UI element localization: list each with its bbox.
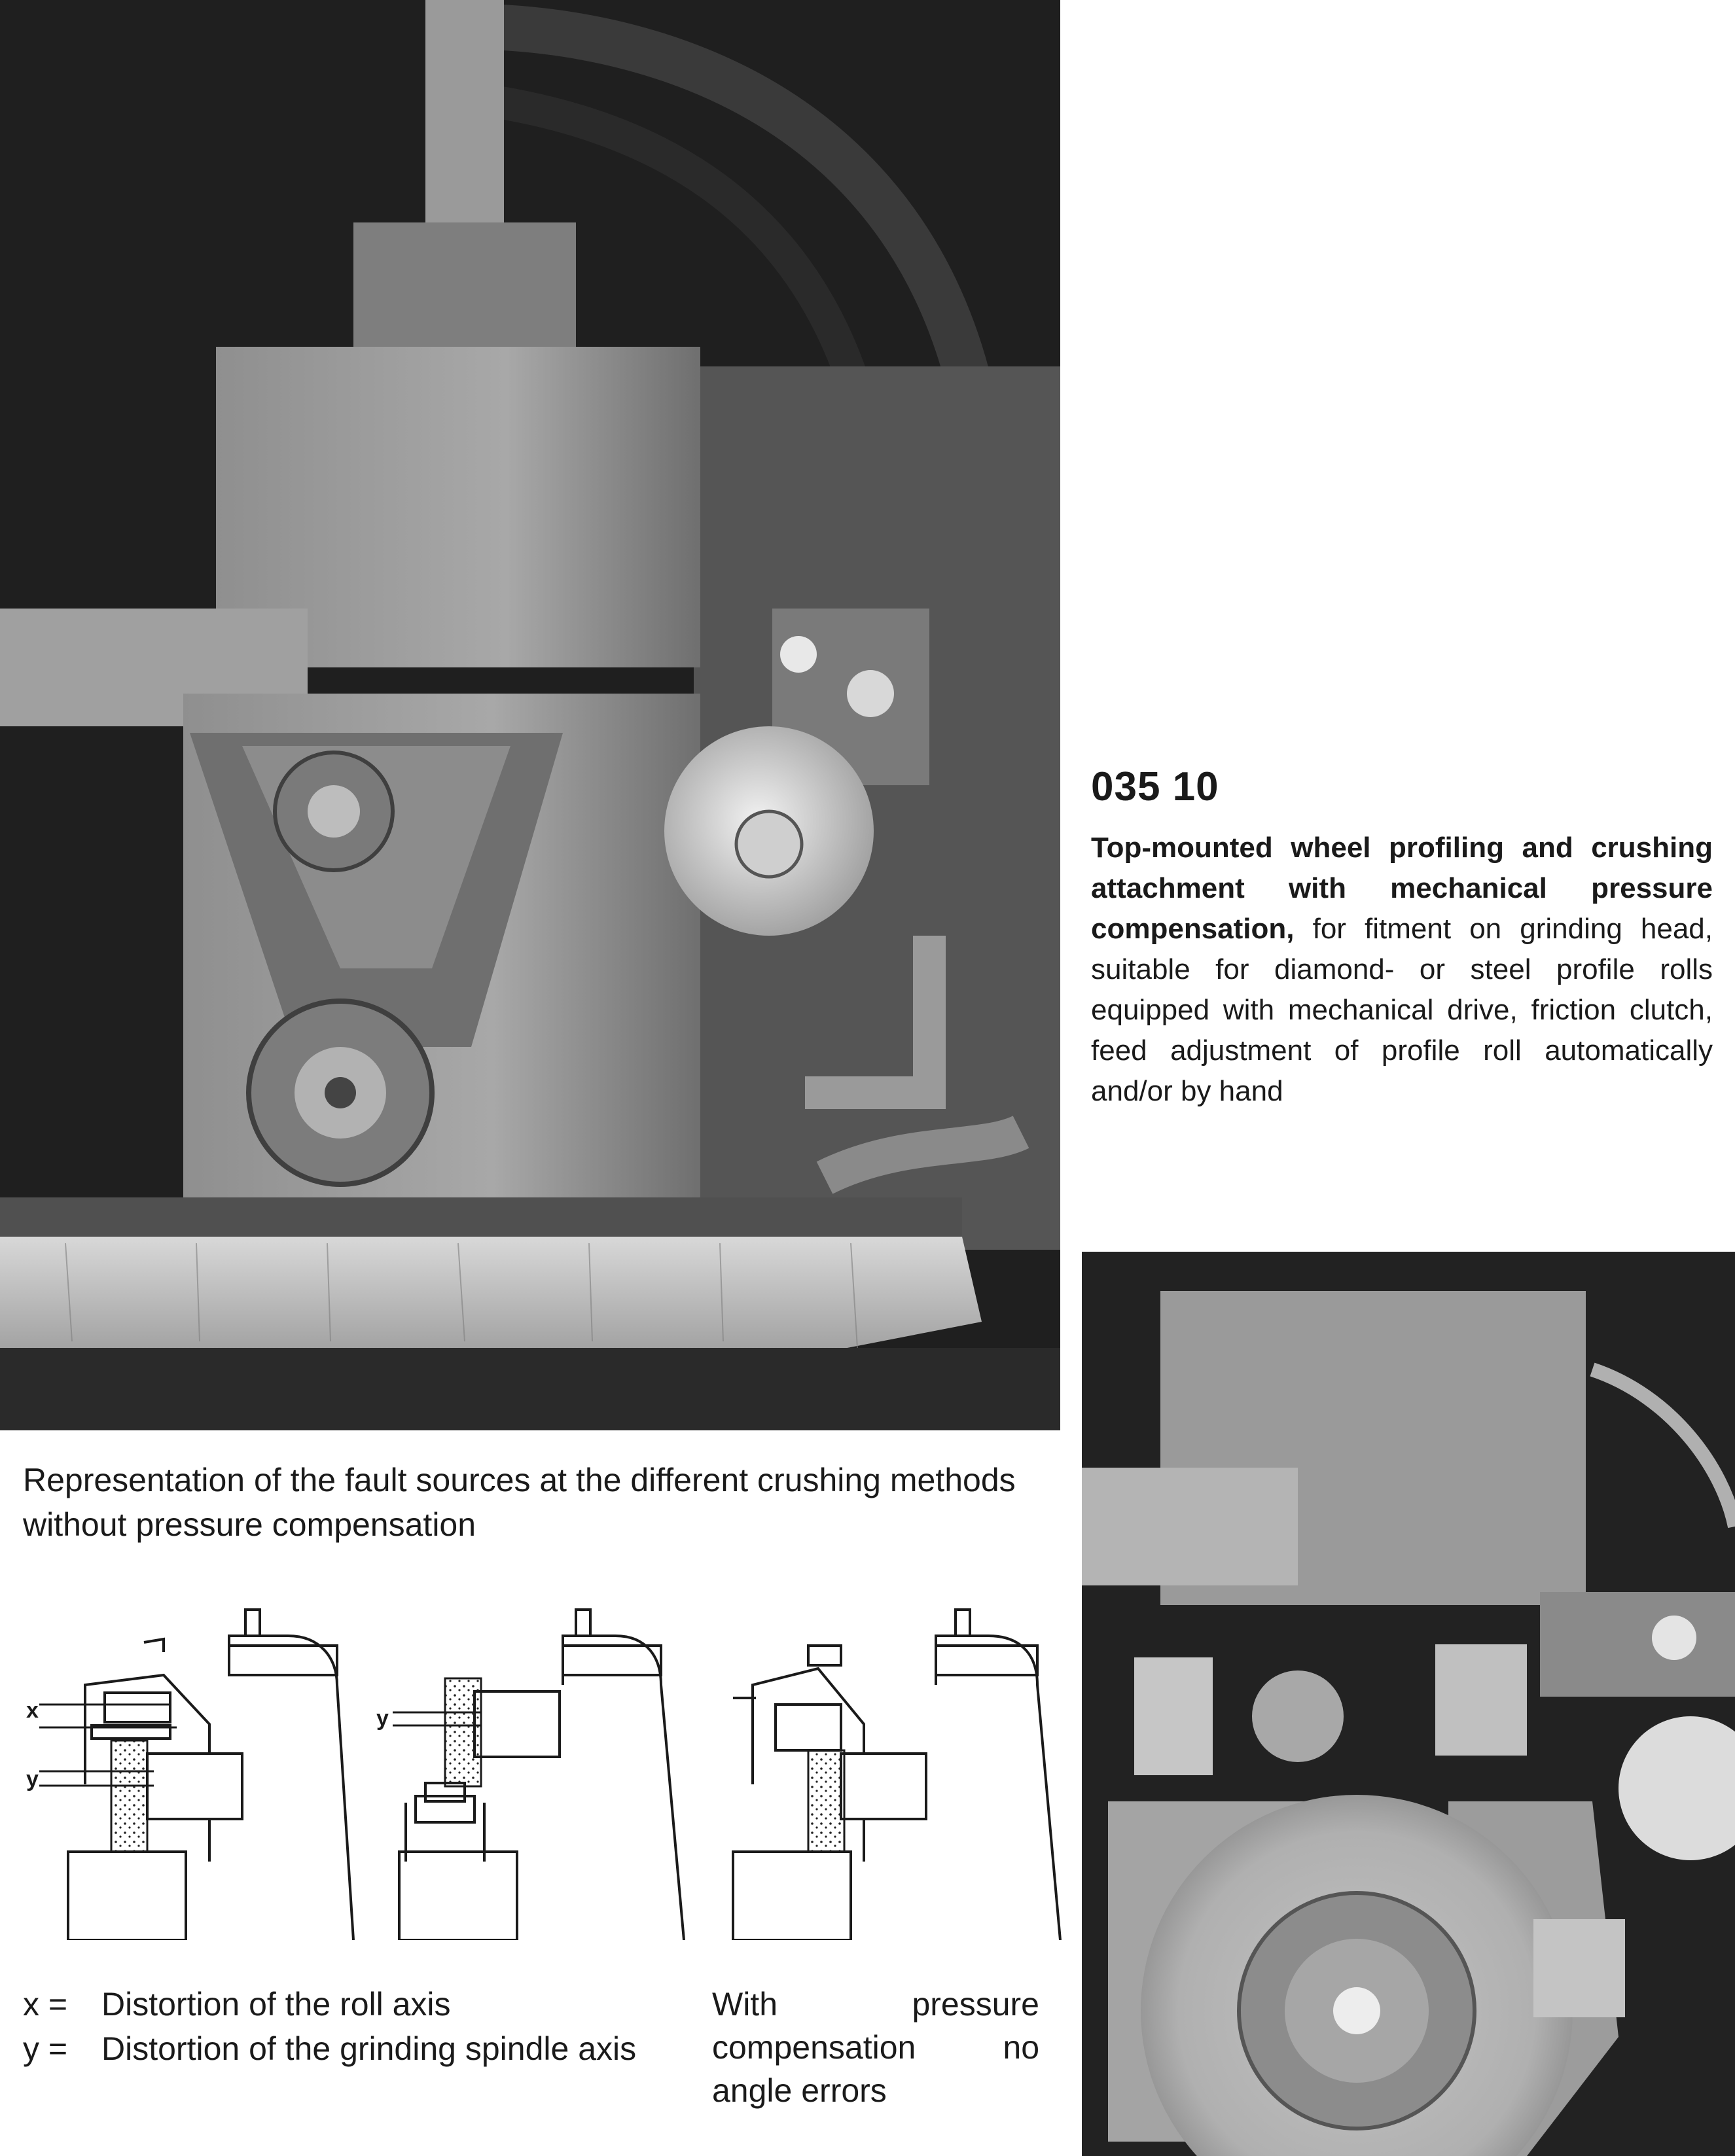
- product-description: [1091, 828, 1713, 1112]
- label-x-1: x: [26, 1698, 39, 1723]
- label-y-1: y: [26, 1767, 39, 1792]
- diagram-caption: Representation of the fault sources at the different crushing methods without pressure compensation: [23, 1462, 1016, 1543]
- machine-photo-main: [0, 0, 1060, 1430]
- machine-photo-main-illustration: [0, 0, 1060, 1430]
- product-number: 035 10: [1091, 764, 1219, 809]
- diagram-1: [39, 1610, 353, 1940]
- fault-diagrams-svg: [13, 1574, 1073, 1940]
- machine-photo-detail-illustration: [1082, 1252, 1735, 2156]
- product-title: Top-mounted wheel profiling and crushing attachment with mechanical pressure compensation,: [1091, 832, 1713, 945]
- legend-x-key: x =: [23, 1986, 68, 2023]
- legend-y-key: y =: [23, 2030, 68, 2067]
- label-y-2: y: [376, 1706, 389, 1731]
- diagram-3: [733, 1610, 1060, 1940]
- fault-diagrams: [13, 1574, 1073, 1940]
- legend-y: [23, 2027, 677, 2070]
- product-description-text: for fitment on grinding head, suitable for diamond- or steel profile rolls equipped with mechanical drive, friction clutch, feed adjustment of profile roll automatically and/or by hand: [1091, 913, 1713, 1107]
- legend-y-text: Distortion of the grinding spindle axis: [101, 2030, 637, 2067]
- pressure-compensation-note: With pressure compensation no angle errors: [712, 1986, 1039, 2109]
- wheel-3: [808, 1750, 844, 1852]
- legend-x: [23, 1983, 451, 2026]
- machine-photo-detail: [1082, 1252, 1735, 2156]
- wheel-1: [111, 1741, 147, 1852]
- legend-x-text: Distortion of the roll axis: [101, 1986, 451, 2023]
- wheel-2: [445, 1678, 481, 1786]
- diagram-2: [393, 1610, 684, 1940]
